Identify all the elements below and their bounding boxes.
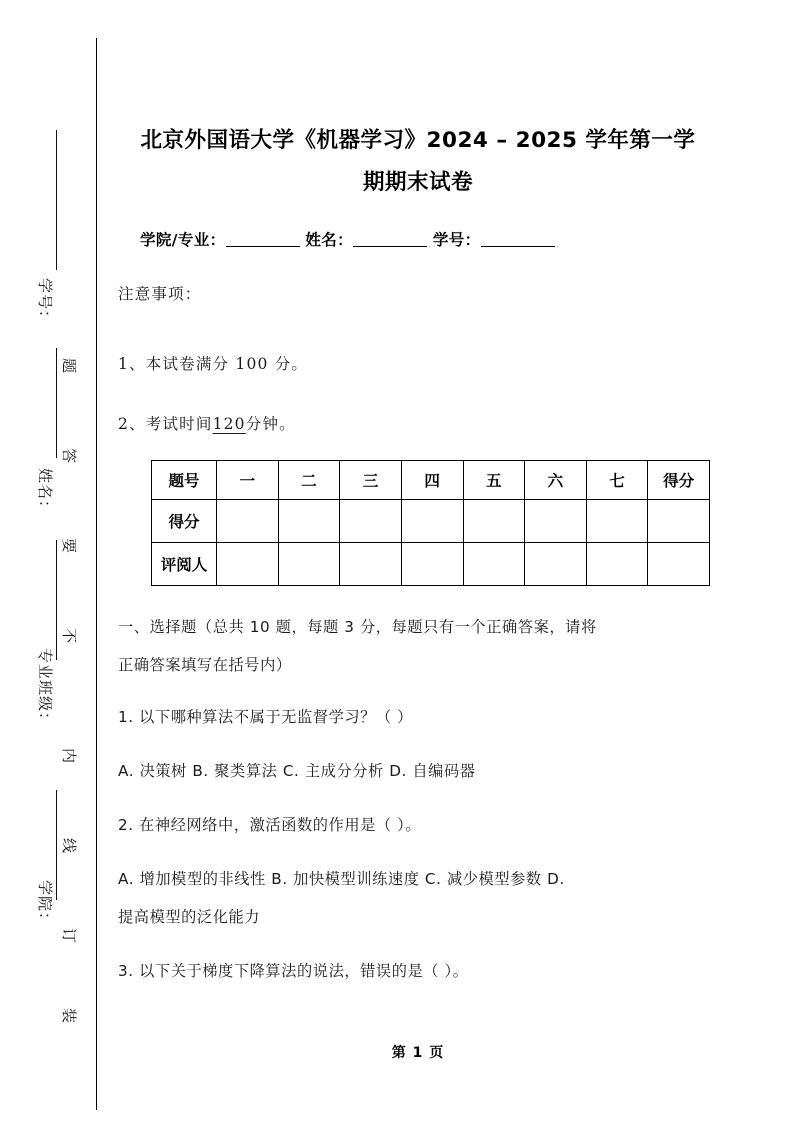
margin-char-zhuang: 装 [60, 1008, 78, 1024]
reviewer-cell-7[interactable] [586, 543, 648, 586]
reviewer-cell-1[interactable] [217, 543, 279, 586]
margin-char-da: 答 [60, 448, 78, 464]
exam-title-line-1: 北京外国语大学《机器学习》2024 – 2025 学年第一学 [140, 128, 696, 153]
question-1-stem: 1. 以下哪种算法不属于无监督学习？（ ） [118, 708, 413, 726]
page-title [118, 120, 718, 204]
reviewer-cell-2[interactable] [278, 543, 340, 586]
margin-fill-rule-segment [56, 540, 57, 660]
question-1-options: A. 决策树 B. 聚类算法 C. 主成分分析 D. 自编码器 [118, 762, 476, 780]
section-1-heading-line-1: 一、选择题（总共 10 题，每题 3 分，每题只有一个正确答案，请将 [118, 618, 597, 636]
score-cell-7[interactable] [586, 500, 648, 543]
score-cell-total[interactable] [648, 500, 710, 543]
college-major-blank[interactable] [226, 246, 300, 247]
question-2-options-line-2: 提高模型的泛化能力 [118, 908, 261, 926]
margin-char-bu: 不 [60, 628, 78, 644]
margin-char-yao: 要 [60, 538, 78, 554]
score-cell-3[interactable] [340, 500, 402, 543]
margin-label-class: 专业班级： [36, 648, 54, 729]
notice-item-duration [118, 412, 296, 434]
col-header-6: 六 [525, 461, 587, 500]
question-3-stem: 3. 以下关于梯度下降算法的说法，错误的是（ ）。 [118, 962, 469, 980]
reviewer-cell-5[interactable] [463, 543, 525, 586]
duration-value: 120 [212, 415, 246, 433]
score-table [151, 460, 710, 586]
score-cell-1[interactable] [217, 500, 279, 543]
row-label-question-no: 题号 [152, 461, 217, 500]
row-label-reviewer: 评阅人 [152, 543, 217, 586]
page-footer: 第 1 页 [391, 1045, 445, 1061]
duration-suffix: 分钟。 [245, 415, 296, 433]
notice-heading: 注意事项： [118, 285, 202, 303]
score-cell-2[interactable] [278, 500, 340, 543]
student-info-line [140, 228, 718, 250]
margin-label-student-id: 学号： [36, 278, 54, 327]
score-cell-6[interactable] [525, 500, 587, 543]
margin-fill-rule-segment [56, 130, 57, 270]
col-header-4: 四 [401, 461, 463, 500]
margin-char-ti: 题 [60, 358, 78, 374]
binding-margin-area [0, 0, 110, 1122]
reviewer-cell-4[interactable] [401, 543, 463, 586]
student-id-label: 学号： [432, 231, 481, 249]
duration-prefix: 2、考试时间 [118, 415, 213, 433]
margin-char-xian: 线 [60, 838, 78, 854]
margin-fill-rule-segment [56, 790, 57, 900]
question-2-options [118, 860, 714, 936]
col-header-5: 五 [463, 461, 525, 500]
reviewer-cell-3[interactable] [340, 543, 402, 586]
margin-label-name: 姓名： [36, 468, 54, 517]
margin-char-nei: 内 [60, 748, 78, 764]
question-2-options-line-1: A. 增加模型的非线性 B. 加快模型训练速度 C. 减少模型参数 D. [118, 870, 565, 888]
name-blank[interactable] [353, 246, 427, 247]
col-header-7: 七 [586, 461, 648, 500]
table-row-score [152, 500, 710, 543]
score-cell-4[interactable] [401, 500, 463, 543]
notice-item-total-score: 1、本试卷满分 100 分。 [118, 355, 309, 373]
table-row-header [152, 461, 710, 500]
margin-vertical-rule [96, 38, 97, 1110]
exam-title-line-2: 期期末试卷 [362, 170, 473, 195]
student-id-blank[interactable] [481, 246, 555, 247]
row-label-score: 得分 [152, 500, 217, 543]
margin-char-ding: 订 [60, 928, 78, 944]
col-header-2: 二 [278, 461, 340, 500]
exam-paper-body [118, 0, 718, 1122]
section-1-heading [118, 608, 710, 684]
col-header-total: 得分 [648, 461, 710, 500]
section-1-heading-line-2: 正确答案填写在括号内） [118, 656, 292, 674]
col-header-3: 三 [340, 461, 402, 500]
question-2-stem: 2. 在神经网络中，激活函数的作用是（ ）。 [118, 816, 422, 834]
name-label: 姓名： [305, 231, 354, 249]
table-row-reviewer [152, 543, 710, 586]
reviewer-cell-total[interactable] [648, 543, 710, 586]
college-major-label: 学院/专业： [140, 231, 226, 249]
score-cell-5[interactable] [463, 500, 525, 543]
col-header-1: 一 [217, 461, 279, 500]
reviewer-cell-6[interactable] [525, 543, 587, 586]
margin-label-college: 学院： [36, 880, 54, 929]
margin-fill-rule-segment [56, 348, 57, 458]
